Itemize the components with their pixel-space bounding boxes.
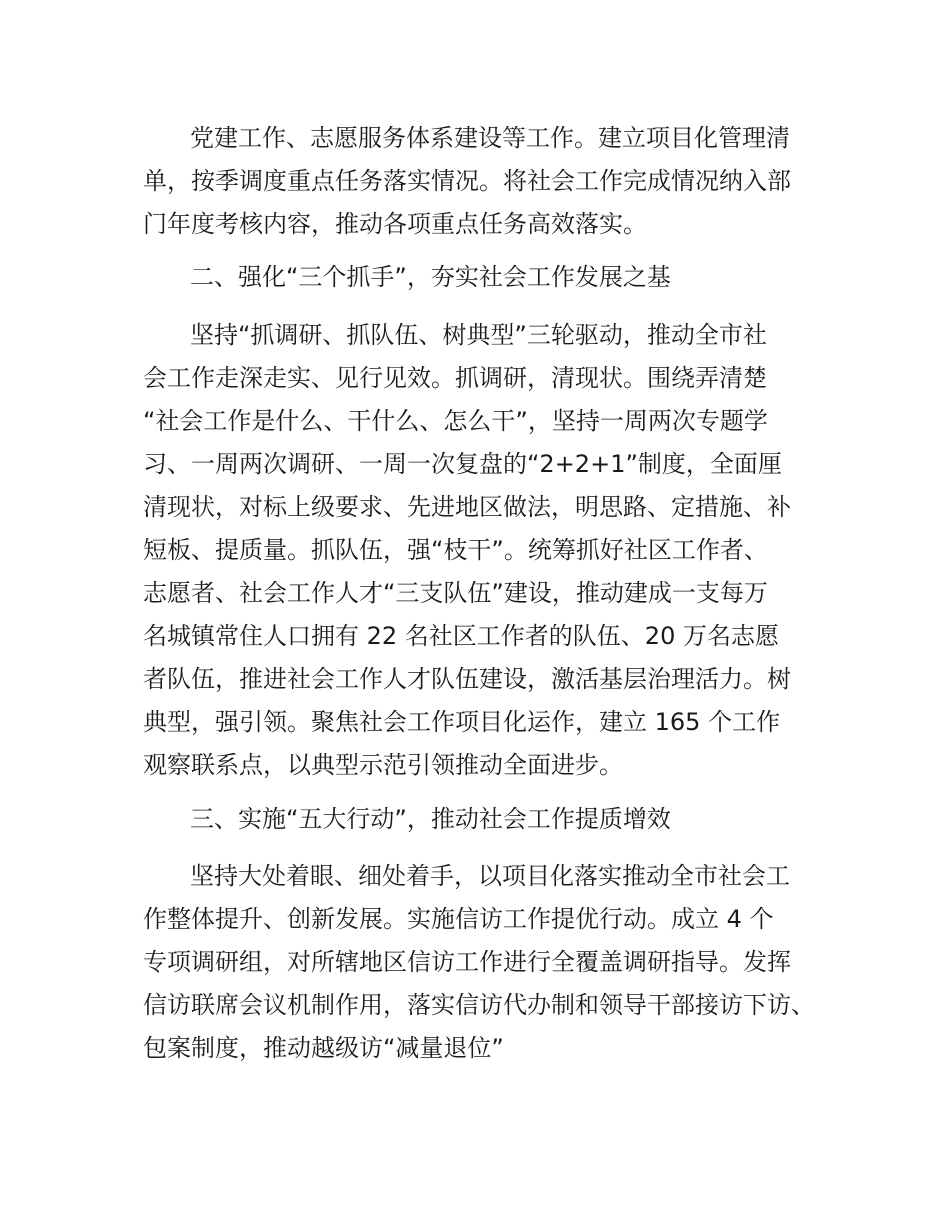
paragraph-line: 单，按季调度重点任务落实情况。将社会工作完成情况纳入部 xyxy=(143,167,791,195)
paragraph-line: 坚持大处着眼、细处着手，以项目化落实推动全市社会工 xyxy=(190,862,790,890)
paragraph-line: 志愿者、社会工作人才“三支队伍”建设，推动建成一支每万 xyxy=(143,579,768,607)
paragraph-line: 坚持“抓调研、抓队伍、树典型”三轮驱动，推动全市社 xyxy=(190,321,767,349)
paragraph-line: 门年度考核内容，推动各项重点任务高效落实。 xyxy=(143,210,647,238)
paragraph-line: 专项调研组，对所辖地区信访工作进行全覆盖调研指导。发挥 xyxy=(143,948,791,976)
paragraph-line: 清现状，对标上级要求、先进地区做法，明思路、定措施、补 xyxy=(143,493,791,521)
paragraph-line: “社会工作是什么、干什么、怎么干”，坚持一周两次专题学 xyxy=(143,407,768,435)
paragraph-line: 包案制度，推动越级访“减量退位” xyxy=(143,1034,504,1062)
paragraph-line: 会工作走深走实、见行见效。抓调研，清现状。围绕弄清楚 xyxy=(143,364,767,392)
paragraph-line: 习、一周两次调研、一周一次复盘的“2+2+1”制度，全面厘 xyxy=(143,450,782,478)
paragraph-line: 典型，强引领。聚焦社会工作项目化运作，建立 165 个工作 xyxy=(143,708,781,736)
paragraph-line: 作整体提升、创新发展。实施信访工作提优行动。成立 4 个 xyxy=(143,905,774,933)
paragraph-line: 短板、提质量。抓队伍，强“枝干”。统筹抓好社区工作者、 xyxy=(143,536,768,564)
paragraph-line: 党建工作、志愿服务体系建设等工作。建立项目化管理清 xyxy=(190,124,790,152)
paragraph-line: 观察联系点，以典型示范引领推动全面进步。 xyxy=(143,751,623,779)
section-heading: 三、实施“五大行动”，推动社会工作提质增效 xyxy=(190,805,671,833)
section-heading: 二、强化“三个抓手”，夯实社会工作发展之基 xyxy=(190,263,671,291)
paragraph-line: 信访联席会议机制作用，落实信访代办制和领导干部接访下访、 xyxy=(143,991,815,1019)
paragraph-line: 者队伍，推进社会工作人才队伍建设，激活基层治理活力。树 xyxy=(143,665,791,693)
paragraph-line: 名城镇常住人口拥有 22 名社区工作者的队伍、20 万名志愿 xyxy=(143,622,779,650)
